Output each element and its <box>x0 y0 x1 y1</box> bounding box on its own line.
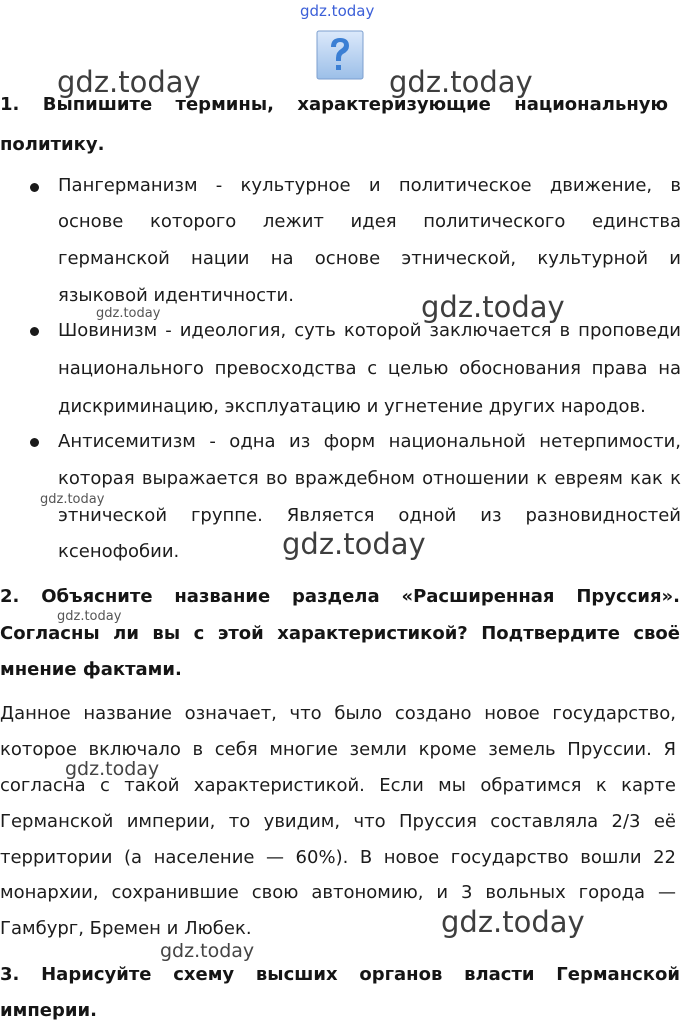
watermark-small: gdz.today <box>65 758 160 780</box>
list-item-line: Антисемитизм - одна из форм национальной нетерпимости, <box>58 431 681 452</box>
list-item-line: национального превосходства с целью обоснования права на <box>58 358 681 379</box>
list-item-line: ксенофобии. <box>58 541 180 562</box>
watermark-small: gdz.today <box>96 306 161 321</box>
question-2-title: Согласны ли вы с этой характеристикой? Подтвердите своё <box>0 623 680 644</box>
answer-line: которое включало в себя многие земли кроме земель Пруссии. Я <box>0 739 676 760</box>
watermark: gdz.today <box>57 65 201 99</box>
list-item-line: языковой идентичности. <box>58 285 294 306</box>
bullet-icon <box>30 327 39 336</box>
list-item-line: Пангерманизм - культурное и политическое движение, в <box>58 175 681 196</box>
watermark: gdz.today <box>421 290 565 324</box>
bullet-icon <box>30 438 39 447</box>
list-item-line: Шовинизм - идеология, суть которой заключается в проповеди <box>58 320 681 341</box>
question-3-title: 3. Нарисуйте схему высших органов власти Германской <box>0 964 680 985</box>
answer-line: согласна с такой характеристикой. Если мы обратимся к карте <box>0 775 676 796</box>
answer-line: территории (а население — 60%). В новое государство вошли 22 <box>0 847 676 868</box>
answer-line: Германской империи, то увидим, что Пруссия составляла 2/3 её <box>0 811 676 832</box>
question-2-title: 2. Объясните название раздела «Расширенная Пруссия». <box>0 586 680 607</box>
question-1-title: политику. <box>0 134 105 155</box>
bullet-icon <box>30 183 39 192</box>
list-item-line: дискриминацию, эксплуатацию и угнетение других народов. <box>58 396 646 417</box>
answer-line: Данное название означает, что было создано новое государство, <box>0 703 676 724</box>
question-1-title: 1. Выпишите термины, характеризующие национальную <box>0 94 668 115</box>
watermark-top: gdz.today <box>300 2 375 20</box>
watermark: gdz.today <box>441 905 585 939</box>
watermark-small: gdz.today <box>160 940 255 962</box>
list-item-line: германской нации на основе этнической, культурной и <box>58 248 681 269</box>
list-item-line: этнической группе. Является одной из разновидностей <box>58 505 681 526</box>
question-3-title: империи. <box>0 1000 97 1021</box>
watermark-small: gdz.today <box>57 609 122 624</box>
question-2-title: мнение фактами. <box>0 659 182 680</box>
answer-line: Гамбург, Бремен и Любек. <box>0 918 252 939</box>
list-item-line: которая выражается во враждебном отношении к евреям как к <box>58 468 681 489</box>
watermark: gdz.today <box>389 65 533 99</box>
question-mark-icon <box>316 30 364 80</box>
watermark-small: gdz.today <box>40 492 105 507</box>
watermark: gdz.today <box>282 527 426 561</box>
answer-line: монархии, сохранившие свою автономию, и 3 вольных города — <box>0 882 676 903</box>
list-item-line: основе которого лежит идея политического единства <box>58 211 681 232</box>
